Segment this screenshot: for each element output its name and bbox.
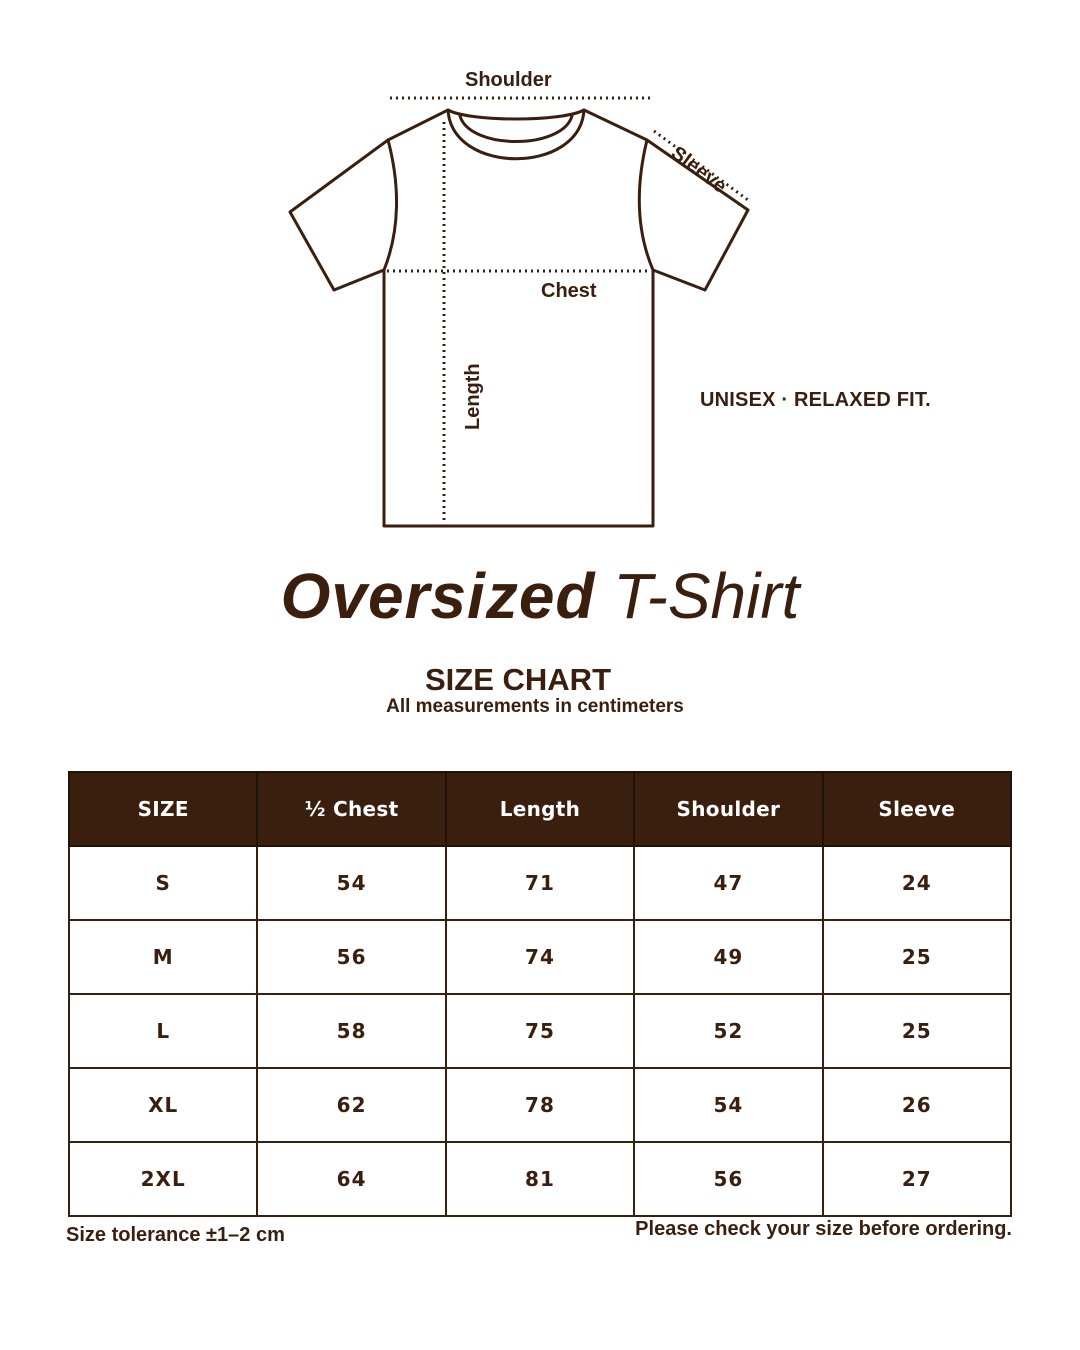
check-size-note: Please check your size before ordering. bbox=[635, 1218, 1012, 1240]
cell-length: 74 bbox=[446, 920, 634, 994]
table-row bbox=[69, 1142, 1011, 1216]
length-label: Length bbox=[462, 363, 484, 430]
cell-sleeve: 26 bbox=[823, 1068, 1011, 1142]
cell-shoulder: 54 bbox=[634, 1068, 822, 1142]
size-tolerance-note: Size tolerance ±1–2 cm bbox=[66, 1224, 285, 1246]
shoulder-label: Shoulder bbox=[465, 69, 552, 91]
size-table bbox=[68, 771, 1012, 1217]
cell-shoulder: 49 bbox=[634, 920, 822, 994]
table-row bbox=[69, 994, 1011, 1068]
size-chart-heading: SIZE CHART bbox=[425, 662, 611, 697]
header-half-chest: ½ Chest bbox=[257, 772, 445, 846]
cell-half-chest: 62 bbox=[257, 1068, 445, 1142]
sleeve-label: Sleeve bbox=[666, 142, 731, 198]
cell-size: M bbox=[69, 920, 257, 994]
product-title-bold: Oversized bbox=[280, 560, 596, 632]
fit-note: UNISEX · RELAXED FIT. bbox=[700, 389, 931, 411]
table-header-row bbox=[69, 772, 1011, 846]
header-sleeve: Sleeve bbox=[823, 772, 1011, 846]
cell-sleeve: 25 bbox=[823, 920, 1011, 994]
cell-size: 2XL bbox=[69, 1142, 257, 1216]
cell-sleeve: 27 bbox=[823, 1142, 1011, 1216]
tshirt-diagram bbox=[0, 0, 1080, 540]
cell-half-chest: 54 bbox=[257, 846, 445, 920]
cell-shoulder: 47 bbox=[634, 846, 822, 920]
header-shoulder: Shoulder bbox=[634, 772, 822, 846]
header-length: Length bbox=[446, 772, 634, 846]
cell-half-chest: 58 bbox=[257, 994, 445, 1068]
cell-sleeve: 25 bbox=[823, 994, 1011, 1068]
table-row bbox=[69, 1068, 1011, 1142]
cell-half-chest: 64 bbox=[257, 1142, 445, 1216]
product-title bbox=[0, 556, 1080, 636]
cell-length: 75 bbox=[446, 994, 634, 1068]
size-chart-subheading: All measurements in centimeters bbox=[386, 696, 684, 717]
cell-size: XL bbox=[69, 1068, 257, 1142]
table-row bbox=[69, 920, 1011, 994]
table-row bbox=[69, 846, 1011, 920]
product-title-light: T-Shirt bbox=[613, 560, 800, 632]
cell-length: 71 bbox=[446, 846, 634, 920]
cell-length: 81 bbox=[446, 1142, 634, 1216]
cell-length: 78 bbox=[446, 1068, 634, 1142]
cell-shoulder: 52 bbox=[634, 994, 822, 1068]
cell-shoulder: 56 bbox=[634, 1142, 822, 1216]
chest-label: Chest bbox=[541, 280, 597, 302]
cell-half-chest: 56 bbox=[257, 920, 445, 994]
cell-size: L bbox=[69, 994, 257, 1068]
cell-sleeve: 24 bbox=[823, 846, 1011, 920]
cell-size: S bbox=[69, 846, 257, 920]
header-size: SIZE bbox=[69, 772, 257, 846]
